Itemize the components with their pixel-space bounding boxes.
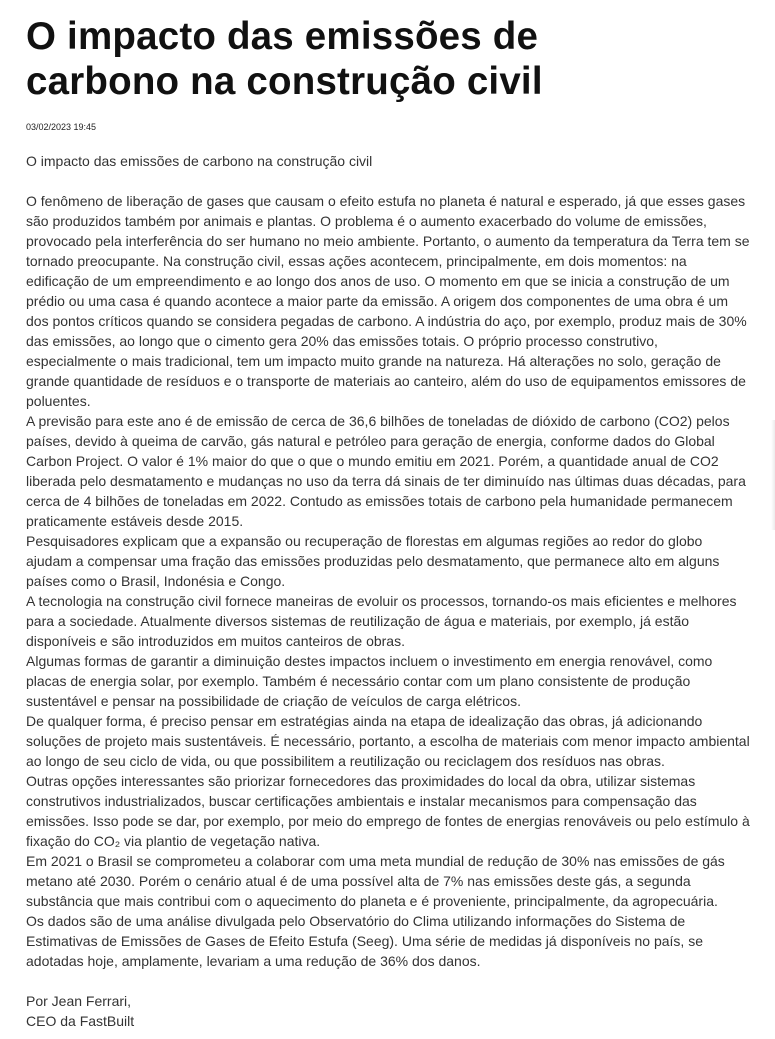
article (26, 14, 752, 1031)
article-body (26, 191, 752, 971)
paragraph: Outras opções interessantes são priorizar fornecedores das proximidades do local da obra, utilizar sistemas construtivos industrializados, buscar certificações ambientais e instalar mecanismos para compensação das emissões. Isso pode se dar, por exemplo, por meio do emprego de fontes de energias renováveis ou pelo estímulo à fixação do CO₂ via plantio de vegetação nativa. (26, 773, 750, 849)
author-name: Por Jean Ferrari, (26, 993, 132, 1009)
article-title (26, 14, 752, 104)
paragraph: Pesquisadores explicam que a expansão ou recuperação de florestas em algumas regiões ao redor do globo ajudam a compensar uma fração das emissões produzidas pelo desmatamento, que permanece alto em alguns países como o Brasil, Indonésia e Congo. (26, 533, 720, 589)
paragraph: O fenômeno de liberação de gases que causam o efeito estufa no planeta é natural e esperado, já que esses gases são produzidos também por animais e plantas. O problema é o aumento exacerbado do volume de emissões, provocado pela interferência do ser humano no meio ambiente. Portanto, o aumento da temperatura da Terra tem se tornado preocupante. Na construção civil, essas ações acontecem, principalmente, em dois momentos: na edificação de um empreendimento e ao longo dos anos de uso. O momento em que se inicia a construção de um prédio ou uma casa é quando acontece a maior parte da emissão. A origem dos componentes de uma obra é um dos pontos críticos quando se considera pegadas de carbono. A indústria do aço, por exemplo, produz mais de 30% das emissões, ao longo que o cimento gera 20% das emissões totais. O próprio processo construtivo, especialmente o mais tradicional, tem um impacto muito grande na natureza. Há alterações no solo, geração de grande quantidade de resíduos e o transporte de materiais ao canteiro, além do uso de equipamentos emissores de poluentes. (26, 193, 750, 409)
page-edge-shadow (771, 420, 775, 530)
paragraph: Algumas formas de garantir a diminuição destes impactos incluem o investimento em energia renovável, como placas de energia solar, por exemplo. Também é necessário contar com um plano consistente de produção sustentável e pensar na possibilidade de criação de veículos de carga elétricos. (26, 653, 713, 709)
author-role: CEO da FastBuilt (26, 1013, 135, 1029)
paragraph: A previsão para este ano é de emissão de cerca de 36,6 bilhões de toneladas de dióxido de carbono (CO2) pelos países, devido à queima de carvão, gás natural e petróleo para geração de energia, conforme dados do Global Carbon Project. O valor é 1% maior do que o que o mundo emitiu em 2021. Porém, a quantidade anual de CO2 liberada pelo desmatamento e mudanças no uso da terra dá sinais de ter diminuído nas últimas duas décadas, para cerca de 4 bilhões de toneladas em 2022. Contudo as emissões totais de carbono pela humanidade permanecem praticamente estáveis desde 2015. (26, 413, 746, 529)
paragraph: De qualquer forma, é preciso pensar em estratégias ainda na etapa de idealização das obras, já adicionando soluções de projeto mais sustentáveis. É necessário, portanto, a escolha de materiais com menor impacto ambiental ao longo de seu ciclo de vida, ou que possibilitem a reutilização ou reciclagem dos resíduos nas obras. (26, 713, 750, 769)
paragraph: A tecnologia na construção civil fornece maneiras de evoluir os processos, tornando-os mais eficientes e melhores para a sociedade. Atualmente diversos sistemas de reutilização de água e materiais, por exemplo, já estão disponíveis e são introduzidos em muitos canteiros de obras. (26, 593, 737, 649)
article-subtitle: O impacto das emissões de carbono na construção civil (26, 153, 373, 169)
article-title-line-1: O impacto das emissões de (26, 15, 539, 58)
paragraph: Os dados são de uma análise divulgada pelo Observatório do Clima utilizando informações do Sistema de Estimativas de Emissões de Gases de Efeito Estufa (Seeg). Uma série de medidas já disponíveis no país, se adotadas hoje, amplamente, levariam a uma redução de 36% dos danos. (26, 913, 703, 969)
article-title-line-2: carbono na construção civil (26, 60, 543, 103)
author-signature (26, 991, 752, 1031)
publish-date: 03/02/2023 19:45 (26, 122, 97, 132)
paragraph: Em 2021 o Brasil se comprometeu a colaborar com uma meta mundial de redução de 30% nas emissões de gás metano até 2030. Porém o cenário atual é de uma possível alta de 7% nas emissões deste gás, a segunda substância que mais contribui com o aquecimento do planeta e é proveniente, principalmente, da agropecuária. (26, 853, 725, 909)
